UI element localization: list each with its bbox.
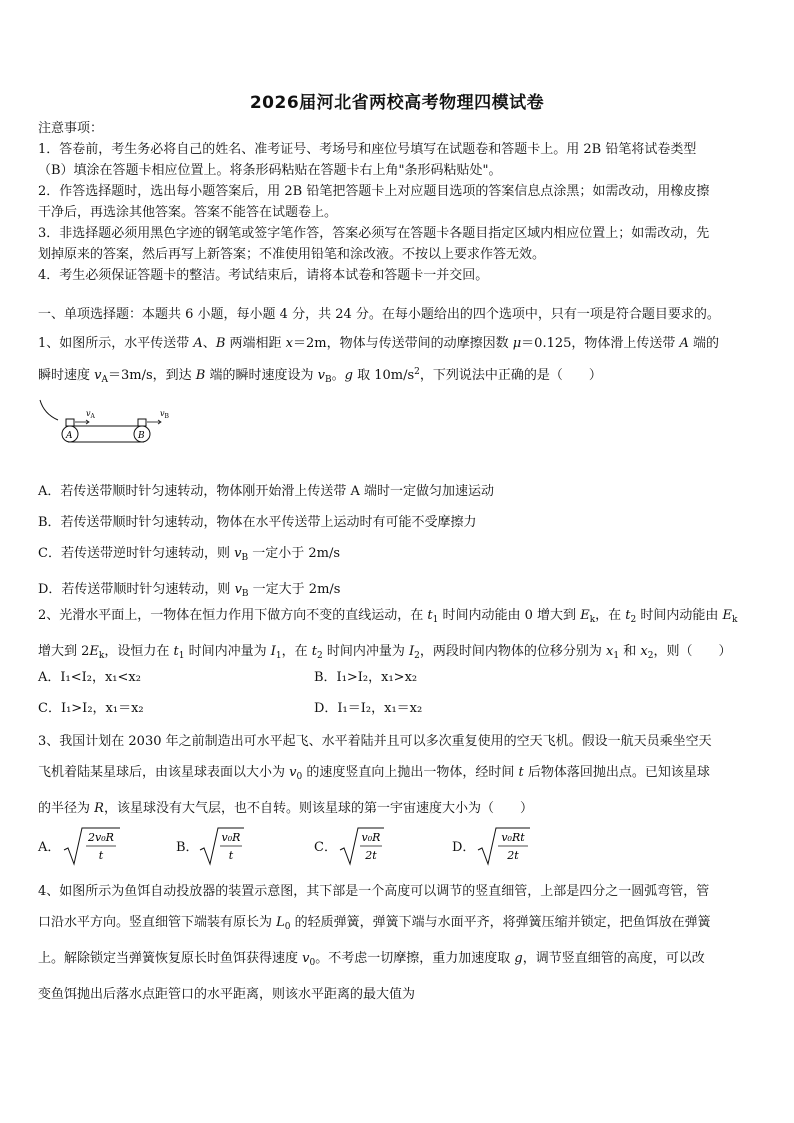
svg-text:v₀R: v₀R (361, 831, 381, 844)
q4-line2: 口沿水平方向。竖直细管下端装有原长为 $L_0$ 的轻质弹簧，弹簧下端与水面平齐，将弹簧压缩并锁定，把鱼饵放在弹簧 (38, 915, 711, 932)
svg-text:2t: 2t (365, 849, 377, 862)
q4-line3: 上。解除锁定当弹簧恢复原长时鱼饵获得速度 $v_0$。不考虑一切摩擦，重力加速度取 g，调节竖直细管的高度，可以改 (38, 951, 705, 968)
exam-title: 2026届河北省两校高考物理四模试卷 (249, 93, 545, 113)
q2-line1: 2、光滑水平面上，一物体在恒力作用下做方向不变的直线运动，在 $t_1$ 时间内动能由 0 增大到 $E_k$，在 $t_2$ 时间内动能由 $E_k$ (38, 608, 738, 625)
notice-section (38, 118, 758, 286)
block-at-a (66, 419, 74, 426)
q3-option-b-formula (198, 824, 248, 868)
q3-line2: 飞机着陆某星球后，由该星球表面以大小为 $v_0$ 的速度竖直向上抛出一物体，经时间 t 后物体落回抛出点。已知该星球 (38, 765, 710, 782)
q1-line2: 瞬时速度 $v_A=3m/s$，到达 B 端的瞬时速度设为 $v_B$。g 取 $10m/s^2$，下列说法中正确的是（ ） (38, 367, 602, 385)
block-at-b (138, 419, 146, 426)
q2-option-a: A．I₁<I₂，x₁<x₂ (38, 670, 141, 685)
question-3-stem (38, 726, 758, 824)
q4-line4: 变鱼饵抛出后落水点距管口的水平距离，则该水平距离的最大值为 (38, 987, 416, 1002)
q3-option-b-label: B． (176, 840, 199, 855)
pulley-a-label: A (66, 431, 73, 441)
pulley-b-label: B (138, 431, 145, 441)
notice-line: 划掉原来的答案，然后再写上新答案；不准使用铅笔和涂改液。不按以上要求作答无效。 (38, 247, 546, 262)
q3-option-a-label: A． (38, 840, 61, 855)
section1-text: 一、单项选择题：本题共 6 小题，每小题 4 分，共 24 分。在每小题给出的四个选项中，只有一项是符合题目要求的。 (38, 307, 720, 322)
q3-line3: 的半径为 R，该星球没有大气层，也不自转。则该星球的第一宇宙速度大小为（ ） (38, 801, 533, 816)
svg-text:v₀R: v₀R (221, 831, 241, 844)
q2-option-c: C．I₁>I₂，x₁＝x₂ (38, 701, 144, 716)
notice-line: （B）填涂在答题卡相应位置上。将条形码粘贴在答题卡右上角"条形码粘贴处"。 (38, 163, 502, 178)
svg-text:t: t (98, 849, 104, 862)
q2-line2: 增大到 $2E_k$，设恒力在 $t_1$ 时间内冲量为 $I_1$，在 $t_2$ 时间内冲量为 $I_2$，两段时间内物体的位移分别为 $x_1$ 和 $x_2$，则（ ） (38, 644, 732, 661)
q4-line1: 4、如图所示为鱼饵自动投放器的装置示意图，其下部是一个高度可以调节的竖直细管，上部是四分之一圆弧弯管，管 (38, 884, 710, 899)
notice-line: 干净后，再选涂其他答案。答案不能答在试题卷上。 (38, 205, 338, 220)
notice-heading: 注意事项： (38, 121, 104, 136)
svg-text:2v₀R: 2v₀R (88, 831, 114, 844)
q3-option-a-formula (62, 824, 122, 868)
entry-curve (40, 400, 58, 420)
notice-line: 4．考生必须保证答题卡的整洁。考试结束后，请将本试卷和答题卡一并交回。 (38, 268, 489, 283)
q1-option-d: D．若传送带顺时针匀速转动，则 $v_B$ 一定大于 2m/s (38, 582, 341, 599)
conveyor-belt-figure (36, 396, 176, 448)
q1-option-c: C．若传送带逆时针匀速转动，则 $v_B$ 一定小于 2m/s (38, 546, 340, 563)
q3-option-c-formula (338, 824, 388, 868)
q2-option-b: B．I₁>I₂，x₁>x₂ (314, 670, 418, 685)
notice-line: 1．答卷前，考生务必将自己的姓名、准考证号、考场号和座位号填写在试题卷和答题卡上。用 2B 铅笔将试卷类型 (38, 142, 697, 157)
q3-option-d-formula (476, 824, 532, 868)
q3-option-d-label: D． (452, 840, 476, 855)
q1-option-b: B．若传送带顺时针匀速转动，物体在水平传送带上运动时有可能不受摩擦力 (38, 515, 477, 530)
vb-label: $v_B$ (160, 409, 169, 420)
q1-line1: 1、如图所示，水平传送带 A、B 两端相距 x＝2m，物体与传送带间的动摩擦因数 μ＝0.125，物体滑上传送带 A 端的 (38, 336, 720, 351)
q3-line1: 3、我国计划在 2030 年之前制造出可水平起飞、水平着陆并且可以多次重复使用的空天飞机。假设一航天员乘坐空天 (38, 734, 712, 749)
q3-option-c-label: C． (314, 840, 337, 855)
question-2-stem (38, 600, 758, 672)
q1-option-a: A．若传送带顺时针匀速转动，物体刚开始滑上传送带 A 端时一定做匀加速运动 (38, 484, 495, 499)
svg-text:2t: 2t (507, 849, 519, 862)
question-1-stem (38, 330, 758, 394)
notice-line: 2．作答选择题时，选出每小题答案后，用 2B 铅笔把答题卡上对应题目选项的答案信息点涂黑；如需改动，用橡皮擦 (38, 184, 710, 199)
question-4-stem (38, 876, 758, 1010)
svg-text:v₀Rt: v₀Rt (501, 831, 525, 844)
svg-text:t: t (228, 849, 234, 862)
q2-option-d: D．I₁＝I₂，x₁＝x₂ (314, 701, 423, 716)
q1-options (38, 476, 758, 610)
notice-line: 3．非选择题必须用黑色字迹的钢笔或签字笔作答，答案必须写在答题卡各题目指定区域内相应位置上；如需改动，先 (38, 226, 710, 241)
va-label: $v_A$ (86, 409, 95, 420)
section-heading (38, 304, 758, 325)
